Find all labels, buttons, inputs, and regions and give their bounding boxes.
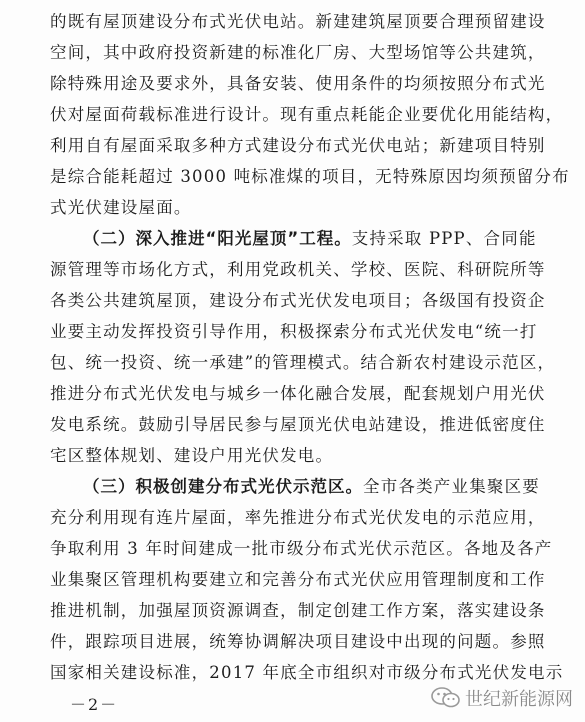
text-line: 业要主动发挥投资引导作用，积极探索分布式光伏发电“统一打 — [50, 322, 538, 341]
text-line: 空间，其中政府投资新建的标准化厂房、大型场馆等公共建筑， — [50, 43, 546, 62]
text-line: 包、统一投资、统一承建”的管理模式。结合新农村建设示范区， — [50, 353, 556, 372]
watermark — [431, 684, 573, 712]
document-body — [50, 6, 570, 688]
section-heading: （二）深入推进“阳光屋顶”工程。 — [83, 229, 352, 248]
text-line: 争取利用 3 年时间建成一批市级分布式光伏示范区。各地及各产 — [50, 539, 553, 558]
text-line: 除特殊用途及要求外，具备安装、使用条件的均须按照分布式光 — [50, 74, 546, 93]
section-text: 全市各类产业集聚区要 — [363, 477, 540, 496]
text-line: 是综合能耗超过 3000 吨标准煤的项目，无特殊原因均须预留分布 — [50, 167, 570, 186]
watermark-text: 世纪新能源网 — [465, 689, 573, 710]
text-line: 源管理等市场化方式，利用党政机关、学校、医院、科研院所等 — [50, 260, 546, 279]
text-line: 充分利用现有连片屋面，率先推进分布式光伏发电的示范应用， — [50, 508, 546, 527]
text-line: 的既有屋顶建设分布式光伏电站。新建建筑屋顶要合理预留建设 — [50, 12, 546, 31]
wechat-logo-icon — [431, 686, 461, 710]
section-text: 支持采取 PPP、合同能 — [351, 229, 537, 248]
section-heading-line — [50, 471, 540, 502]
text-line: 式光伏建设屋面。 — [50, 198, 192, 217]
text-line: 国家相关建设标准，2017 年底全市组织对市级分布式光伏发电示 — [50, 663, 564, 682]
text-line: 业集聚区管理机构要建立和完善分布式光伏应用管理制度和工作 — [50, 570, 546, 589]
text-line: 推进机制，加强屋顶资源调查，制定创建工作方案，落实建设条 — [50, 601, 546, 620]
text-line: 利用自有屋面采取多种方式建设分布式光伏电站；新建项目特别 — [50, 136, 546, 155]
text-line: 各类公共建筑屋顶，建设分布式光伏发电项目；各级国有投资企 — [50, 291, 546, 310]
section-heading: （三）积极创建分布式光伏示范区。 — [83, 477, 363, 496]
text-line: 伏对屋面荷载标准进行设计。现有重点耗能企业要优化用能结构， — [50, 105, 564, 124]
text-line: 宅区整体规划、建设户用光伏发电。 — [50, 446, 334, 465]
section-heading-line — [50, 223, 540, 254]
page-number: －2－ — [70, 695, 119, 714]
text-line: 件，跟踪项目进展，统筹协调解决项目建设中出现的问题。参照 — [50, 632, 546, 651]
text-line: 推进分布式光伏发电与城乡一体化融合发展，配套规划户用光伏 — [50, 384, 546, 403]
text-line: 发电系统。鼓励引导居民参与屋顶光伏电站建设，推进低密度住 — [50, 415, 546, 434]
